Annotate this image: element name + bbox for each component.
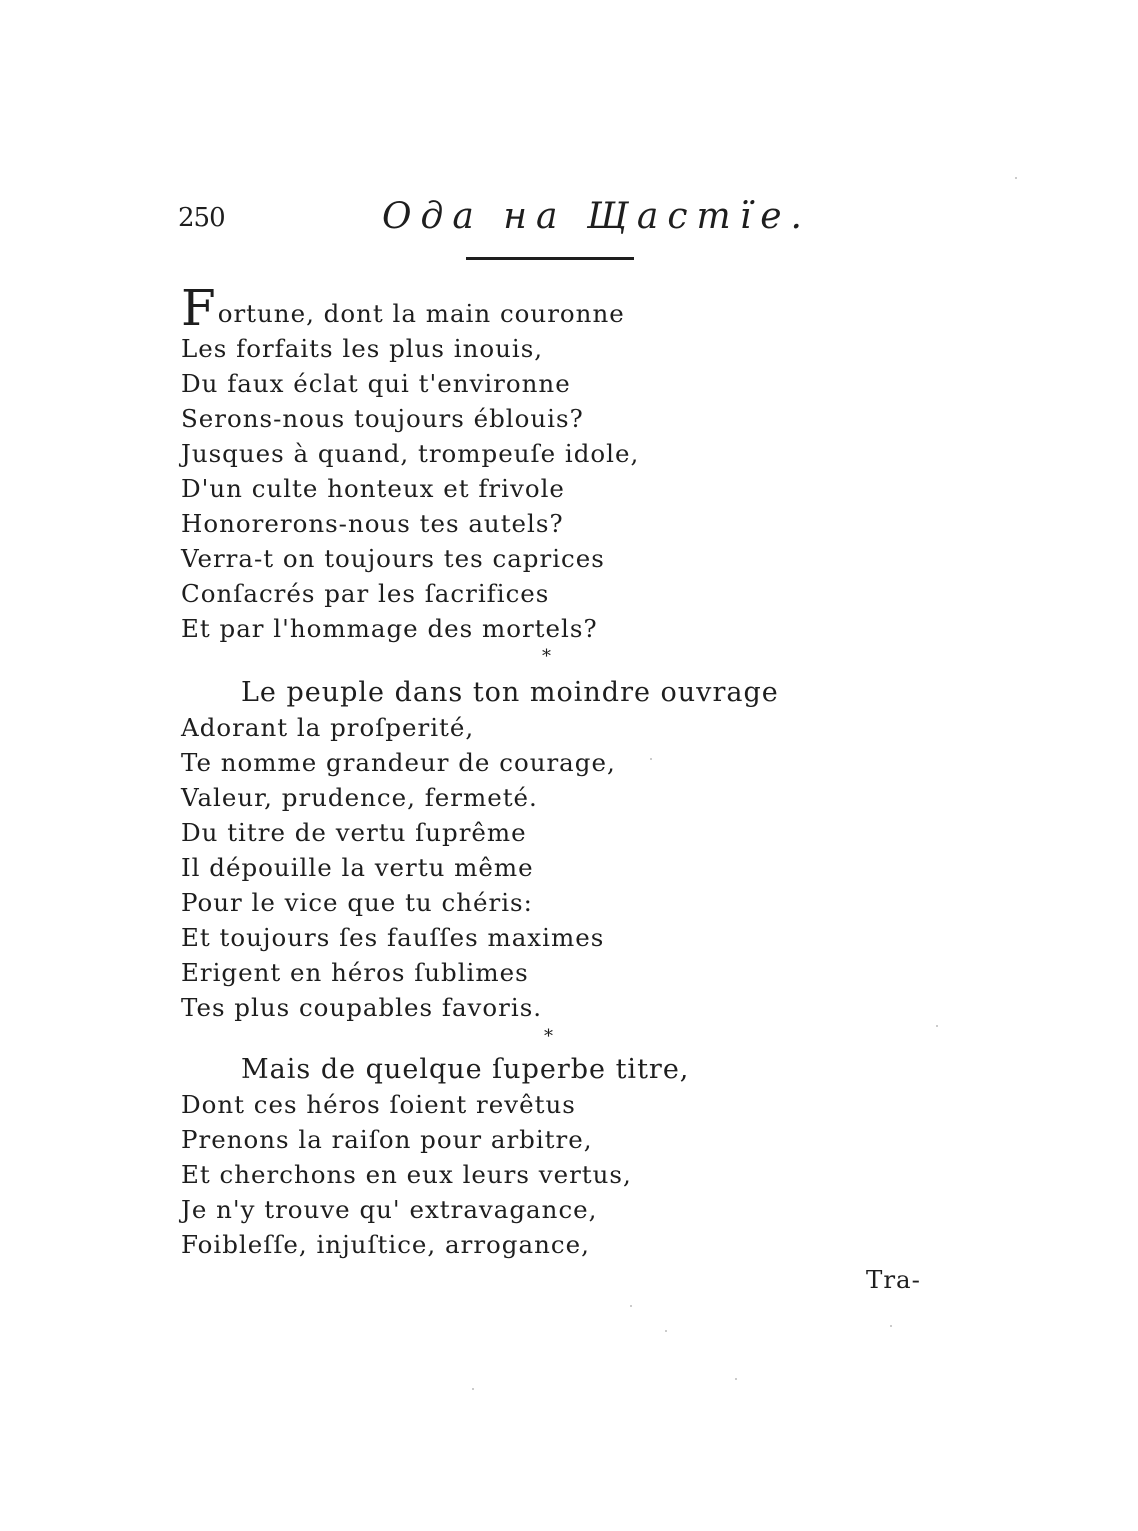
verse-line: Et par l'hommage des mortels? xyxy=(181,614,598,643)
verse-line: Du faux éclat qui t'environne xyxy=(181,369,571,398)
verse-line: Adorant la proſperité, xyxy=(181,713,475,742)
paper-speck xyxy=(472,1388,474,1390)
catchword: Tra- xyxy=(866,1265,921,1294)
verse-line: Pour le vice que tu chéris: xyxy=(181,888,533,917)
verse-line: Dont ces héros ſoient revêtus xyxy=(181,1090,576,1119)
verse-line: D'un culte honteux et frivole xyxy=(181,474,565,503)
verse-line: Conſacrés par les ſacrifices xyxy=(181,579,550,608)
stanza-1 xyxy=(181,279,640,646)
verse-line: Valeur, prudence, fermeté. xyxy=(181,783,538,812)
verse-line: Foibleſſe, injuſtice, arrogance, xyxy=(181,1230,590,1259)
verse-line: Et toujours ſes fauſſes maximes xyxy=(181,923,605,952)
paper-speck xyxy=(1015,177,1017,179)
verse-line: Erigent en héros ſublimes xyxy=(181,958,529,987)
header-rule xyxy=(466,257,634,260)
verse-line xyxy=(181,279,639,337)
stanza-2 xyxy=(181,675,779,1025)
paper-speck xyxy=(665,1330,667,1332)
verse-line: Tes plus coupables favoris. xyxy=(181,993,543,1022)
stanza-3 xyxy=(181,1052,689,1262)
verse-line: Mais de quelque ſuperbe titre, xyxy=(241,1054,690,1085)
verse-line: Honorerons-nous tes autels? xyxy=(181,509,564,538)
stanza-ornament: * xyxy=(544,1026,553,1047)
verse-line: Te nomme grandeur de courage, xyxy=(181,748,616,777)
stanza-ornament: * xyxy=(542,646,551,667)
verse-line: Prenons la raiſon pour arbitre, xyxy=(181,1125,593,1154)
running-head: Ода на Щастїе. xyxy=(382,196,811,237)
verse-line: Le peuple dans ton moindre ouvrage xyxy=(241,677,779,708)
drop-cap-line-rest: ortune, dont la main couronne xyxy=(217,299,625,328)
verse-line: Verra-t on toujours tes caprices xyxy=(181,544,605,573)
verse-line: Jusques à quand, trompeuſe idole, xyxy=(181,439,640,468)
paper-speck xyxy=(735,1378,737,1380)
drop-cap: F xyxy=(181,279,217,337)
verse-line: Et cherchons en eux leurs vertus, xyxy=(181,1160,632,1189)
verse-line: Il dépouille la vertu même xyxy=(181,853,534,882)
paper-speck xyxy=(936,1025,938,1027)
verse-line: Du titre de vertu ſuprême xyxy=(181,818,527,847)
paper-speck xyxy=(650,758,652,760)
verse-line: Serons-nous toujours éblouis? xyxy=(181,404,584,433)
verse-line: Je n'y trouve qu' extravagance, xyxy=(181,1195,598,1224)
paper-speck xyxy=(630,1305,632,1307)
verse-line: Les forfaits les plus inouis, xyxy=(181,334,544,363)
page-number: 250 xyxy=(178,203,225,233)
paper-speck xyxy=(890,1325,892,1327)
